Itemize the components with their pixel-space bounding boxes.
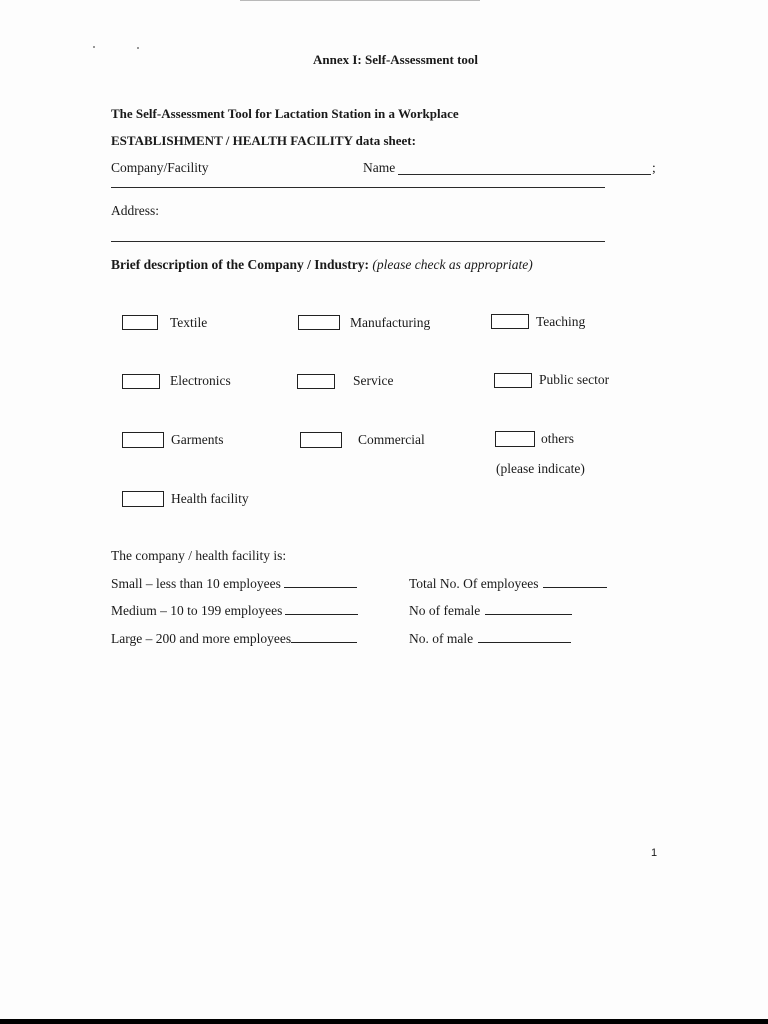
option-label-public-sector: Public sector [539,372,610,387]
checkbox-commercial[interactable] [300,432,342,448]
option-label-teaching: Teaching [536,314,586,329]
checkbox-public-sector[interactable] [494,373,532,388]
count-male-blank[interactable] [478,630,571,643]
option-label-garments: Garments [171,432,224,447]
company-field-line[interactable] [111,187,605,188]
scan-speck [93,46,95,48]
option-label-electronics: Electronics [170,373,231,388]
option-label-health-facility: Health facility [171,491,249,506]
size-large [111,630,357,647]
count-male [409,630,571,647]
scan-edge-line [240,0,480,1]
address-field-line[interactable] [111,241,605,242]
address-label: Address: [111,203,159,218]
count-total-blank[interactable] [543,575,607,588]
size-large-blank[interactable] [291,630,357,643]
checkbox-electronics[interactable] [122,374,160,389]
sheet-title: ESTABLISHMENT / HEALTH FACILITY data sheet: [111,133,416,148]
count-total [409,575,607,592]
size-large-label: Large – 200 and more employees [111,631,292,646]
option-label-manufacturing: Manufacturing [350,315,431,330]
checkbox-health-facility[interactable] [122,491,164,507]
count-female [409,602,572,619]
checkbox-manufacturing[interactable] [298,315,340,330]
scan-speck [137,47,139,49]
page-number: 1 [651,847,658,859]
checkbox-teaching[interactable] [491,314,529,329]
description-bold: Brief description of the Company / Industry: [111,257,370,272]
size-medium-blank[interactable] [285,602,358,615]
count-female-label: No of female [409,603,481,618]
checkbox-textile[interactable] [122,315,158,330]
size-small [111,575,357,592]
others-note: (please indicate) [496,461,585,476]
size-small-blank[interactable] [284,575,357,588]
size-medium-label: Medium – 10 to 199 employees [111,603,283,618]
checkbox-service[interactable] [297,374,335,389]
size-intro: The company / health facility is: [111,548,287,563]
count-male-label: No. of male [409,631,474,646]
checkbox-others[interactable] [495,431,535,447]
checkbox-garments[interactable] [122,432,164,448]
size-medium [111,602,358,619]
name-label: Name [363,160,396,175]
scan-bottom-edge [0,1019,768,1024]
option-label-others: others [541,431,574,446]
description-italic: (please check as appropriate) [372,257,533,272]
annex-title: Annex I: Self-Assessment tool [313,52,479,67]
option-label-commercial: Commercial [358,432,425,447]
size-small-label: Small – less than 10 employees [111,576,281,591]
description-line [111,257,533,273]
count-total-label: Total No. Of employees [409,576,539,591]
option-label-service: Service [353,373,394,388]
option-label-textile: Textile [170,315,208,330]
company-label: Company/Facility [111,160,209,175]
name-field-line[interactable] [398,174,651,175]
count-female-blank[interactable] [485,602,572,615]
name-suffix: ; [652,160,656,175]
tool-title: The Self-Assessment Tool for Lactation Station in a Workplace [111,106,459,121]
